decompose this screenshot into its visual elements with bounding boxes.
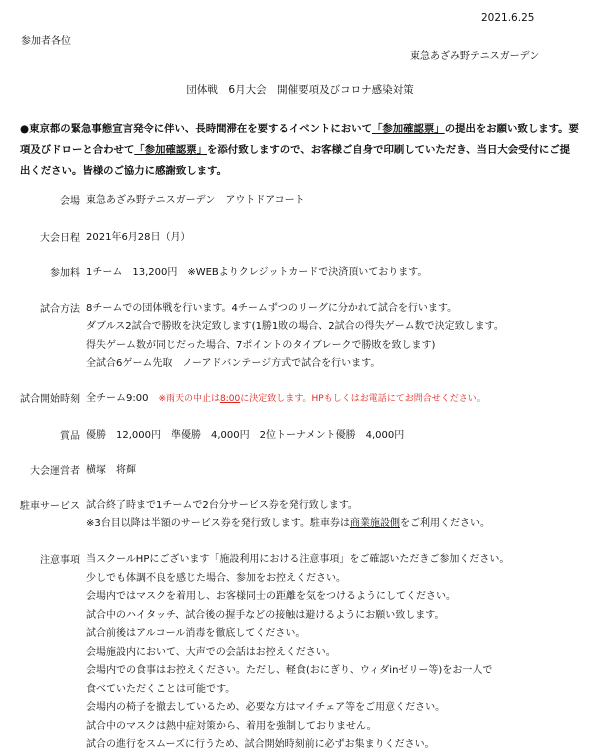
fee-label: 参加料 — [50, 268, 80, 279]
caution-line: 食べていただくことは可能です。 — [86, 683, 236, 695]
notice-text-2: の提出をお願い致します。要項及びドローと合わせて — [20, 123, 579, 156]
recipient: 参加者各位 — [21, 36, 71, 47]
fee-value: 1チーム 13,200円 ※WEBよりクレジットカードで決済頂いております。 — [86, 267, 428, 278]
format-lines — [86, 300, 504, 373]
notice-text-3: を添付致しますので、お客様ご自身で印刷していただき、当日大会受付にご提出ください。皆様のご協力に感謝致します。 — [20, 144, 571, 177]
manager-label: 大会運営者 — [30, 466, 80, 477]
parking-line-2b: をご利用ください。 — [399, 518, 490, 530]
start-time: 全チーム9:00 — [86, 393, 149, 404]
parking-lines — [86, 497, 490, 534]
start-value — [86, 390, 486, 408]
parking-commercial-link: 商業施設側 — [349, 518, 400, 530]
rain-note-time: 8:00 — [220, 394, 241, 404]
prizes-label: 賞品 — [60, 431, 80, 442]
parking-line-1: 試合終了時まで1チームで2台分サービス券を発行致します。 — [86, 500, 358, 511]
format-line: 得失ゲーム数が同じだった場合、7ポイントのタイブレークで勝敗を致します) — [86, 339, 436, 351]
caution-line: 試合中のマスクは熱中症対策から、着用を強制しておりません。 — [86, 720, 377, 732]
caution-line: 当スクールHPにございます「施設利用における注意事項」をご確認いただきご参加ください。 — [86, 554, 510, 565]
parking-line-2 — [86, 515, 490, 533]
date-label: 大会日程 — [40, 233, 80, 244]
manager-value: 横塚 将輝 — [86, 465, 136, 476]
organization-name: 東急あざみ野テニスガーデン — [410, 51, 540, 62]
caution-line: 会場内ではマスクを着用し、お客様同士の距離を気をつけるようにしてください。 — [86, 591, 456, 602]
notice-underlined-2: 「参加確認票」 — [134, 144, 208, 156]
parking-line-2a: ※3台目以降は半額のサービス券を発行致します。駐車券は — [86, 518, 350, 530]
caution-line: 試合の進行をスムーズに行うため、試合開始時刻前に必ずお集まりください。 — [86, 739, 435, 750]
notice-paragraph — [20, 119, 580, 182]
caution-line: 会場施設内において、大声での会話はお控えください。 — [86, 646, 336, 658]
format-label: 試合方法 — [40, 304, 80, 315]
venue-label: 会場 — [60, 196, 80, 207]
prizes-value: 優勝 12,000円 準優勝 4,000円 2位トーナメント優勝 4,000円 — [86, 430, 405, 441]
notice-underlined-1: 「参加確認票」 — [371, 123, 445, 135]
cautions-lines — [86, 551, 509, 755]
rain-note-b: に決定致します。HPもしくはお電話にてお問合せください。 — [240, 394, 486, 404]
format-line: 全試合6ゲーム先取 ノーアドバンテージ方式で試合を行います。 — [86, 357, 381, 369]
caution-line: 会場内の椅子を撤去しているため、必要な方はマイチェア等をご用意ください。 — [86, 702, 446, 713]
rain-note-a: ※雨天の中止は — [158, 394, 221, 404]
format-line: ダブルス2試合で勝敗を決定致します(1勝1敗の場合、2試合の得失ゲーム数で決定致します。 — [86, 321, 504, 333]
notice-text-1: ●東京都の緊急事態宣言発令に伴い、長時間滞在を要するイベントにおいて — [20, 123, 372, 135]
document-date: 2021.6.25 — [481, 12, 535, 24]
cautions-label: 注意事項 — [40, 555, 80, 566]
format-line: 8チームでの団体戦を行います。4チームずつのリーグに分かれて試合を行います。 — [86, 303, 458, 314]
caution-line: 試合中のハイタッチ、試合後の握手などの接触は避けるようにお願い致します。 — [86, 609, 445, 621]
document-title: 団体戦 6月大会 開催要項及びコロナ感染対策 — [186, 84, 414, 96]
start-label: 試合開始時刻 — [20, 394, 80, 405]
caution-line: 少しでも体調不良を感じた場合、参加をお控えください。 — [86, 572, 346, 584]
date-value: 2021年6月28日（月） — [86, 232, 191, 243]
caution-line: 試合前後はアルコール消毒を徹底してください。 — [86, 628, 306, 639]
venue-value: 東急あざみ野テニスガーデン アウトドアコート — [86, 195, 305, 206]
parking-label: 駐車サービス — [20, 501, 80, 512]
rain-note — [158, 394, 485, 404]
caution-line: 会場内での食事はお控えください。ただし、軽食(おにぎり、ウィダinゼリー等)をお一人で — [86, 665, 493, 676]
